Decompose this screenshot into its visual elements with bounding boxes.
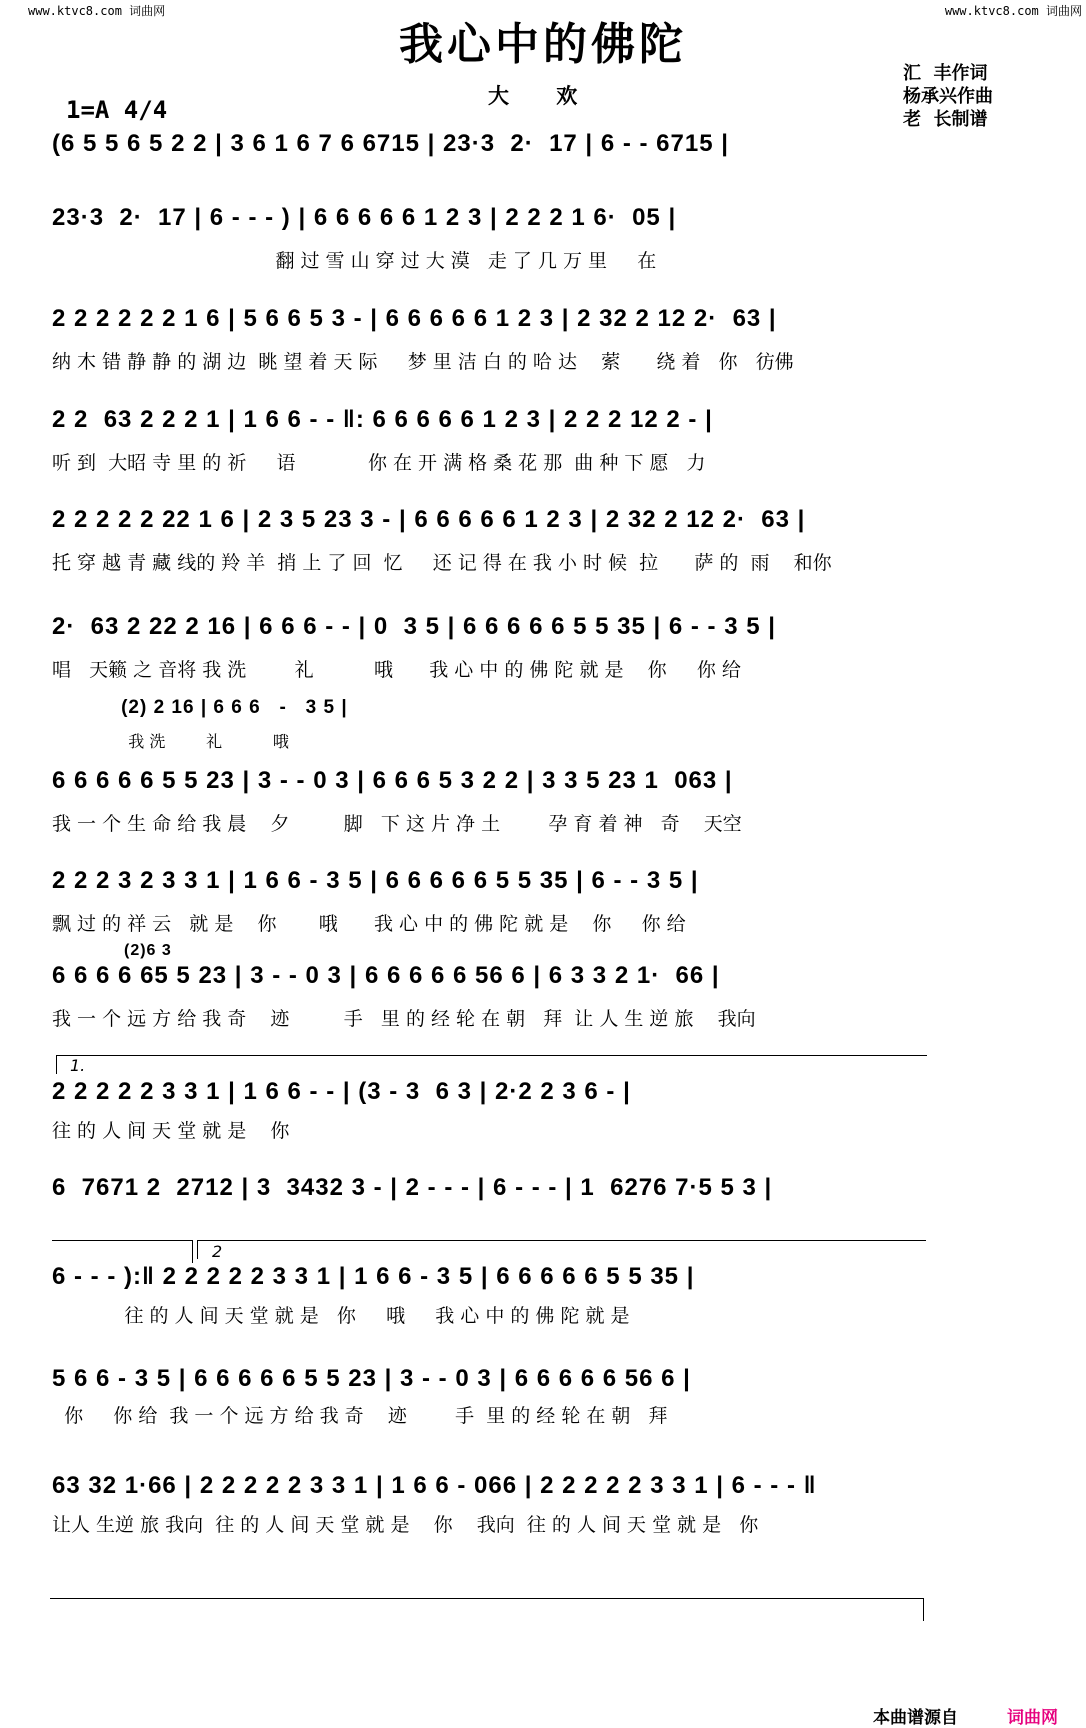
notation-line: 6 6 6 6 6 5 5 23 | 3 - - 0 3 | 6 6 6 5 3 2 2 | 3 3 5 23 1 063 | — [52, 767, 733, 794]
notation-line: 63 32 1·66 | 2 2 2 2 2 3 3 1 | 1 6 6 - 066 | 2 2 2 2 2 3 3 1 | 6 - - - ‖ — [52, 1472, 817, 1499]
brand-logo: 词曲网 — [1007, 1708, 1058, 1728]
second-ending-bracket — [197, 1240, 926, 1259]
first-ending-bracket-end — [52, 1240, 193, 1263]
lyrics-line: 让人 生逆 旅 我向 往 的 人 间 天 堂 就 是 你 我向 往 的 人 间 天 堂 就 是 你 — [52, 1514, 759, 1536]
key-time-signature: 1=A 4/4 — [66, 96, 168, 124]
lyrics-line: 往 的 人 间 天 堂 就 是 你 — [52, 1120, 290, 1142]
notation-line: (2) 2 16 | 6 6 6 - 3 5 | — [52, 697, 348, 718]
notation-line: 23·3 2· 17 | 6 - - - ) | 6 6 6 6 6 1 2 3 | 2 2 2 1 6· 05 | — [52, 204, 677, 231]
first-ending-label: 1. — [70, 1056, 86, 1075]
lyricist-credit: 汇 丰作词 — [903, 63, 988, 84]
notation-line: (6 5 5 6 5 2 2 | 3 6 1 6 7 6 6715 | 23·3 2· 17 | 6 - - 6715 | — [52, 130, 729, 157]
notation-line: 2· 63 2 22 2 16 | 6 6 6 - - | 0 3 5 | 6 6 6 6 6 5 5 35 | 6 - - 3 5 | — [52, 613, 776, 640]
notation-line: 2 2 2 2 2 3 3 1 | 1 6 6 - - | (3 - 3 6 3 | 2·2 2 3 6 - | — [52, 1078, 631, 1105]
alt-notes-verse2: (2)6 3 — [124, 942, 172, 959]
credits — [903, 62, 993, 131]
lyrics-line: 听 到 大昭 寺 里 的 祈 语 你 在 开 满 格 桑 花 那 曲 种 下 愿 力 — [52, 452, 706, 474]
coda-bracket — [50, 1598, 924, 1621]
lyrics-line: 我 一 个 生 命 给 我 晨 夕 脚 下 这 片 净 土 孕 育 着 神 奇 天空 — [52, 813, 742, 835]
lyrics-line: 你 你 给 我 一 个 远 方 给 我 奇 迹 手 里 的 经 轮 在 朝 拜 — [52, 1405, 668, 1427]
notation-line: 5 6 6 - 3 5 | 6 6 6 6 6 5 5 23 | 3 - - 0 3 | 6 6 6 6 6 56 6 | — [52, 1365, 691, 1392]
transcriber-credit: 老 长制谱 — [903, 109, 988, 130]
notation-line: 6 - - - ):‖ 2 2 2 2 2 3 3 1 | 1 6 6 - 3 5 | 6 6 6 6 6 5 5 35 | — [52, 1263, 695, 1290]
watermark-left: www.ktvc8.com 词曲网 — [28, 4, 166, 18]
notation-line: 2 2 63 2 2 2 1 | 1 6 6 - - ‖: 6 6 6 6 6 1 2 3 | 2 2 2 12 2 - | — [52, 406, 713, 433]
lyrics-line: 唱 天籁 之 音将 我 洗 礼 哦 我 心 中 的 佛 陀 就 是 你 你 给 — [52, 659, 741, 681]
lyrics-line: 纳 木 错 静 静 的 湖 边 眺 望 着 天 际 梦 里 洁 白 的 哈 达 萦 绕 着 你 彷佛 — [52, 351, 794, 373]
composer-credit: 杨承兴作曲 — [903, 86, 993, 107]
lyrics-line: 我 一 个 远 方 给 我 奇 迹 手 里 的 经 轮 在 朝 拜 让 人 生 逆 旅 我向 — [52, 1008, 756, 1030]
song-title: 我心中的佛陀 — [399, 19, 687, 70]
notation-line: 6 6 6 6 65 5 23 | 3 - - 0 3 | 6 6 6 6 6 56 6 | 6 3 3 2 1· 66 | — [52, 962, 720, 989]
notation-line: 2 2 2 3 2 3 3 1 | 1 6 6 - 3 5 | 6 6 6 6 6 5 5 35 | 6 - - 3 5 | — [52, 867, 699, 894]
watermark-right: www.ktvc8.com 词曲网 — [944, 4, 1082, 18]
lyrics-line: 翻 过 雪 山 穿 过 大 漠 走 了 几 万 里 在 — [52, 250, 657, 272]
lyrics-line: 飘 过 的 祥 云 就 是 你 哦 我 心 中 的 佛 陀 就 是 你 你 给 — [52, 913, 686, 935]
source-label: 本曲谱源自 — [873, 1708, 958, 1728]
lyrics-line: 我 洗 礼 哦 — [52, 732, 289, 751]
lyrics-line: 往 的 人 间 天 堂 就 是 你 哦 我 心 中 的 佛 陀 就 是 — [52, 1305, 630, 1327]
notation-line: 6 7671 2 2712 | 3 3432 3 - | 2 - - - | 6 - - - | 1 6276 7·5 5 3 | — [52, 1174, 773, 1201]
notation-line: 2 2 2 2 2 2 1 6 | 5 6 6 5 3 - | 6 6 6 6 6 1 2 3 | 2 32 2 12 2· 63 | — [52, 305, 777, 332]
second-ending-label: 2 — [212, 1242, 223, 1261]
first-ending-bracket — [56, 1055, 927, 1074]
lyrics-line: 托 穿 越 青 藏 线的 羚 羊 捎 上 了 回 忆 还 记 得 在 我 小 时 候 拉 萨 的 雨 和你 — [52, 552, 832, 574]
singer-name: 大 欢 — [488, 84, 598, 108]
notation-line: 2 2 2 2 2 22 1 6 | 2 3 5 23 3 - | 6 6 6 6 6 1 2 3 | 2 32 2 12 2· 63 | — [52, 506, 806, 533]
